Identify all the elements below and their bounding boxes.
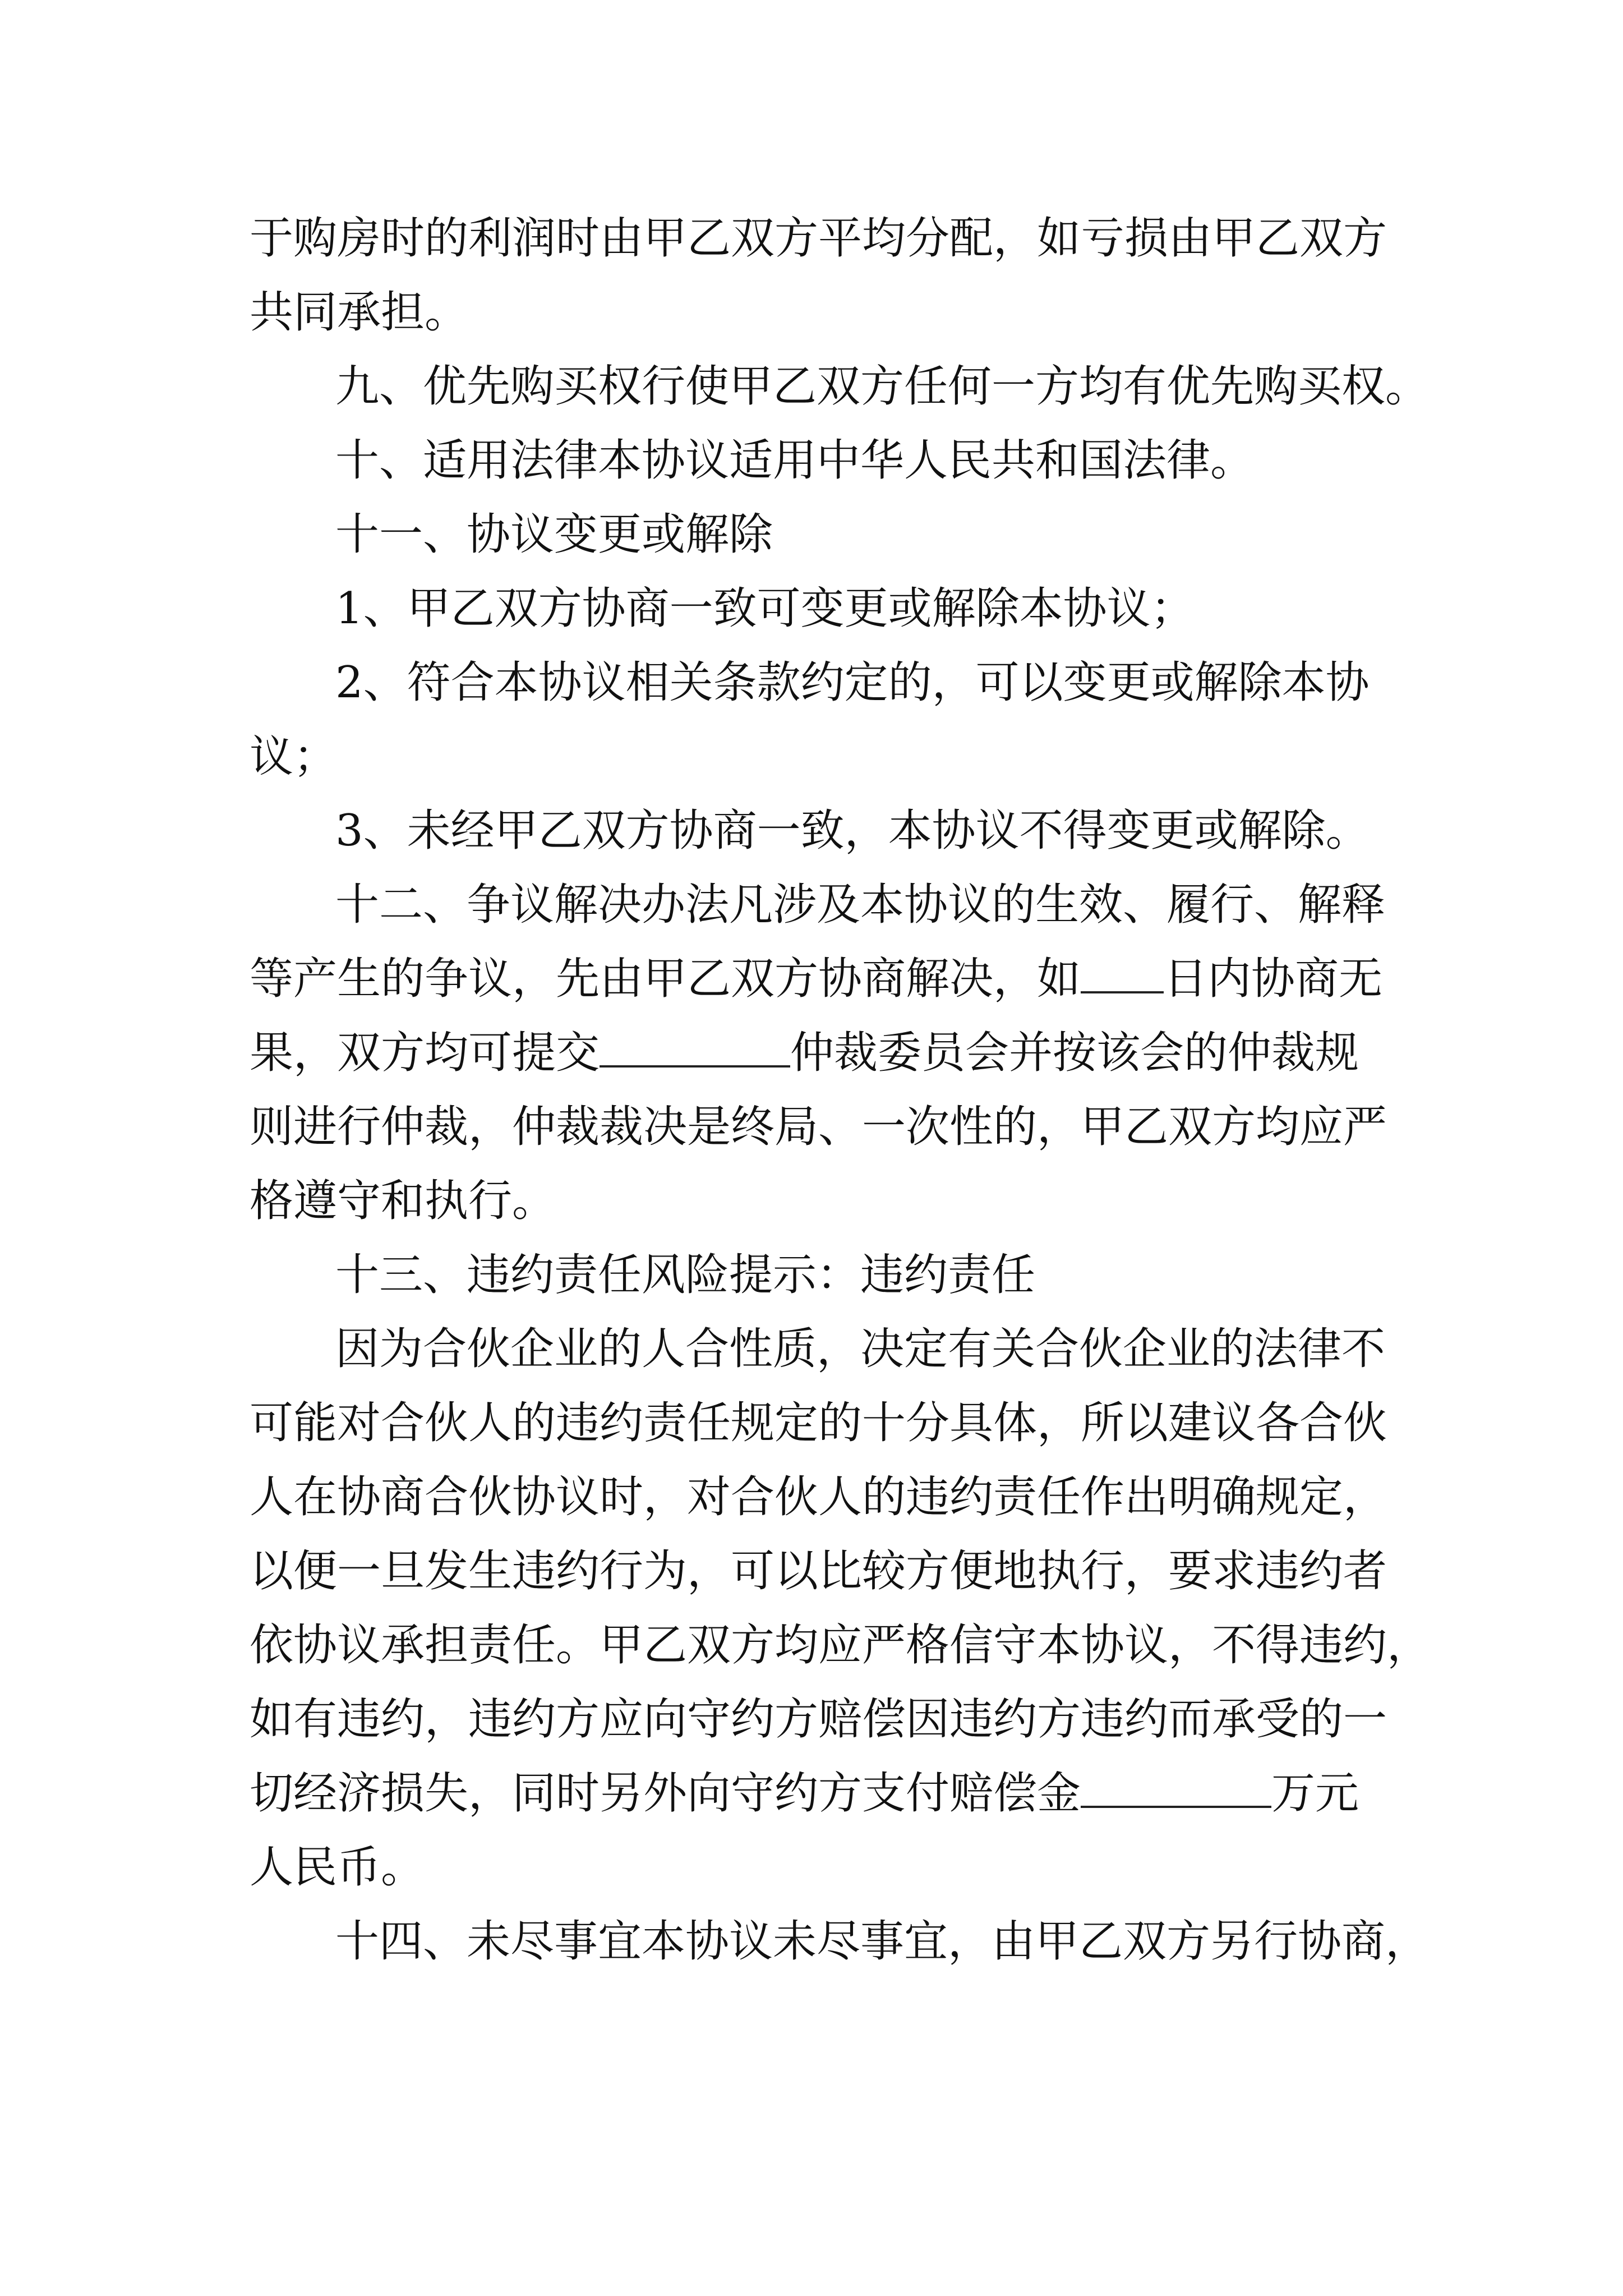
dispute-text-after-blank: 日内协商无 [1164,954,1383,1004]
clause-14: 十四、未尽事宜本协议未尽事宜，由甲乙双方另行协商， [335,1916,1430,1967]
arbitration-text-after-blank: 仲裁委员会并按该会的仲裁规 [790,1028,1359,1078]
text-line: 依协议承担责任。甲乙双方均应严格信守本协议，不得违约， [250,1620,1431,1671]
text-line: 于购房时的利润时由甲乙双方平均分配，如亏损由甲乙双方 [250,213,1387,264]
clause-13: 十三、违约责任风险提示：违约责任 [335,1250,1036,1300]
text-line: 人在协商合伙协议时，对合伙人的违约责任作出明确规定， [250,1472,1387,1522]
compensation-amount-blank [1081,1766,1271,1808]
clause-11-item-1: 1、甲乙双方协商一致可变更或解除本协议； [335,583,1195,634]
text-line [250,1016,1359,1089]
clause-9: 九、优先购买权行使甲乙双方任何一方均有优先购买权。 [335,361,1430,412]
text-line: 格遵守和执行。 [250,1176,556,1226]
text-line: 以便一旦发生违约行为，可以比较方便地执行，要求违约者 [250,1546,1387,1596]
clause-12: 十二、争议解决办法凡涉及本协议的生效、履行、解释 [335,880,1386,930]
clause-10: 十、适用法律本协议适用中华人民共和国法律。 [335,435,1255,486]
text-line [250,1757,1359,1830]
clause-11-item-3: 3、未经甲乙双方协商一致，本协议不得变更或解除。 [335,806,1370,856]
dispute-text-before-blank: 等产生的争议，先由甲乙双方协商解决，如 [250,954,1081,1004]
clause-11-item-2: 2、符合本协议相关条款约定的，可以变更或解除本协 [335,657,1370,708]
text-line: 因为合伙企业的人合性质，决定有关合伙企业的法律不 [335,1324,1386,1374]
clause-11-heading: 十一、协议变更或解除 [335,509,773,560]
text-line: 共同承担。 [250,287,469,338]
text-line: 则进行仲裁，仲裁裁决是终局、一次性的，甲乙双方均应严 [250,1102,1387,1152]
compensation-text-before-blank: 切经济损失，同时另外向守约方支付赔偿金 [250,1768,1081,1819]
arbitration-text-before-blank: 果，双方均可提交 [250,1028,600,1078]
text-line: 可能对合伙人的违约责任规定的十分具体，所以建议各合伙 [250,1398,1387,1448]
days-blank [1081,952,1164,993]
text-line: 如有违约，违约方应向守约方赔偿因违约方违约而承受的一 [250,1694,1387,1745]
arbitration-commission-blank [600,1026,790,1068]
compensation-text-after-blank: 万元 [1271,1768,1359,1819]
text-line [250,942,1382,1015]
text-line: 人民币。 [250,1842,425,1893]
text-line: 议； [250,731,338,782]
